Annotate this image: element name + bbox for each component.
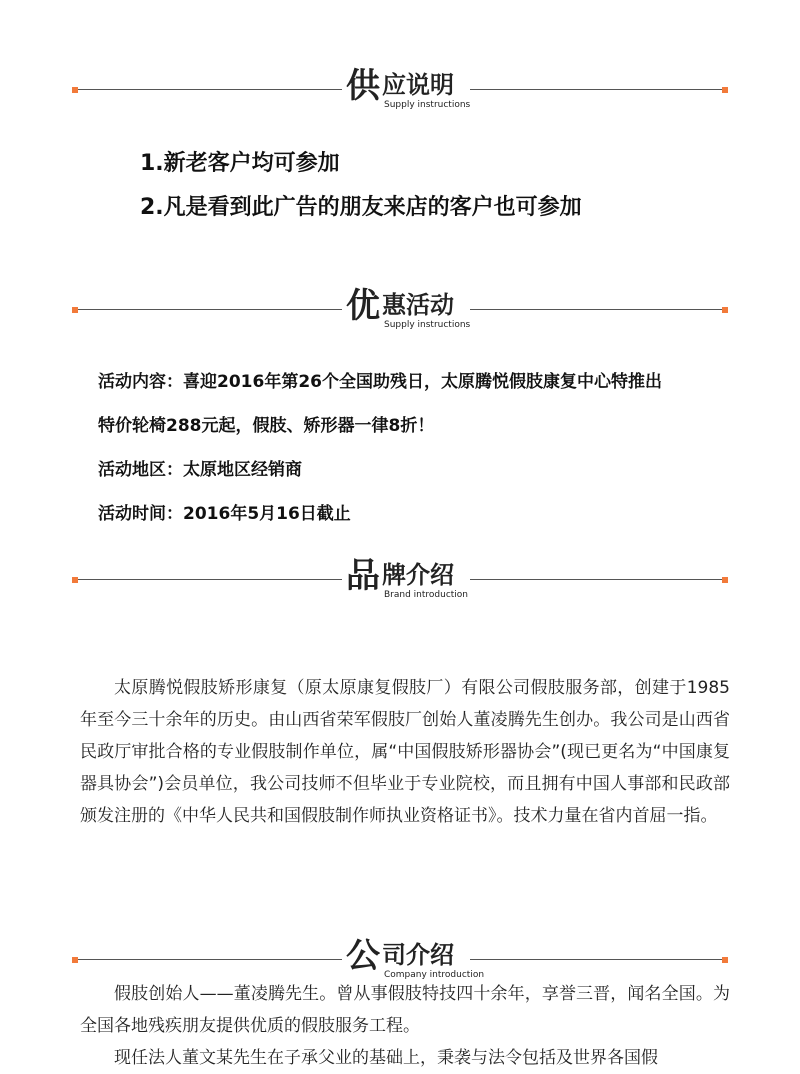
right-divider-line: [470, 89, 722, 90]
section-header-promo: [0, 286, 800, 336]
right-divider-line: [470, 309, 722, 310]
left-divider-line: [78, 579, 342, 580]
title-rest-chars: 司介绍: [382, 941, 454, 969]
supply-item-2: 2.凡是看到此广告的朋友来店的客户也可参加: [140, 195, 582, 220]
left-divider-line: [78, 89, 342, 90]
right-dot-marker: [722, 577, 728, 583]
promo-time: 活动时间：2016年5月16日截止: [98, 504, 351, 524]
supply-list: [140, 146, 582, 234]
section-title: [346, 556, 476, 606]
promo-content-line-2: 特价轮椅288元起，假肢、矫形器一律8折！: [98, 416, 435, 436]
company-text-1: 假肢创始人——董凌腾先生。曾从事假肢特技四十余年，享誉三晋，闻名全国。为全国各地残疾朋友提供优质的假肢服务工程。: [80, 984, 730, 1036]
right-dot-marker: [722, 307, 728, 313]
section-header-supply: [0, 66, 800, 116]
left-divider-line: [78, 959, 342, 960]
section-subtitle: Supply instructions: [384, 100, 471, 110]
left-dot-marker: [72, 577, 78, 583]
left-dot-marker: [72, 957, 78, 963]
left-dot-marker: [72, 307, 78, 313]
promo-region: 活动地区：太原地区经销商: [98, 460, 302, 480]
title-first-char: 优: [346, 286, 380, 326]
left-divider-line: [78, 309, 342, 310]
company-paragraph: [80, 978, 730, 1074]
title-rest-chars: 应说明: [382, 71, 454, 99]
supply-item-1: 1.新老客户均可参加: [140, 151, 340, 176]
section-subtitle: Company introduction: [384, 970, 485, 980]
right-divider-line: [470, 579, 722, 580]
company-text-2: 现任法人董文某先生在子承父业的基础上，秉袭与法令包括及世界各国假: [114, 1048, 658, 1068]
promo-details: [98, 360, 738, 536]
title-rest-chars: 惠活动: [382, 291, 454, 319]
brand-text: 太原腾悦假肢矫形康复（原太原康复假肢厂）有限公司假肢服务部，创建于1985年至今三十余年的历史。由山西省荣军假肢厂创始人董凌腾先生创办。我公司是山西省民政厅审批合格的专业假肢制作单位，属“中国假肢矫形器协会”(现已更名为“中国康复器具协会”)会员单位，我公司技师不但毕业于专业院校，而且拥有中国人事部和民政部颁发注册的《中华人民共和国假肢制作师执业资格证书》。技术力量在省内首屈一指。: [80, 678, 730, 826]
right-dot-marker: [722, 957, 728, 963]
promo-content-line-1: 活动内容：喜迎2016年第26个全国助残日，太原腾悦假肢康复中心特推出: [98, 372, 662, 392]
title-first-char: 供: [346, 66, 380, 106]
brand-paragraph: [80, 672, 730, 832]
section-title: [346, 286, 476, 336]
section-title: [346, 66, 476, 116]
section-subtitle: Supply instructions: [384, 320, 471, 330]
right-dot-marker: [722, 87, 728, 93]
right-divider-line: [470, 959, 722, 960]
title-first-char: 品: [346, 556, 380, 596]
left-dot-marker: [72, 87, 78, 93]
section-header-brand: [0, 556, 800, 606]
title-rest-chars: 牌介绍: [382, 561, 454, 589]
title-first-char: 公: [346, 936, 380, 976]
section-subtitle: Brand introduction: [384, 590, 469, 600]
